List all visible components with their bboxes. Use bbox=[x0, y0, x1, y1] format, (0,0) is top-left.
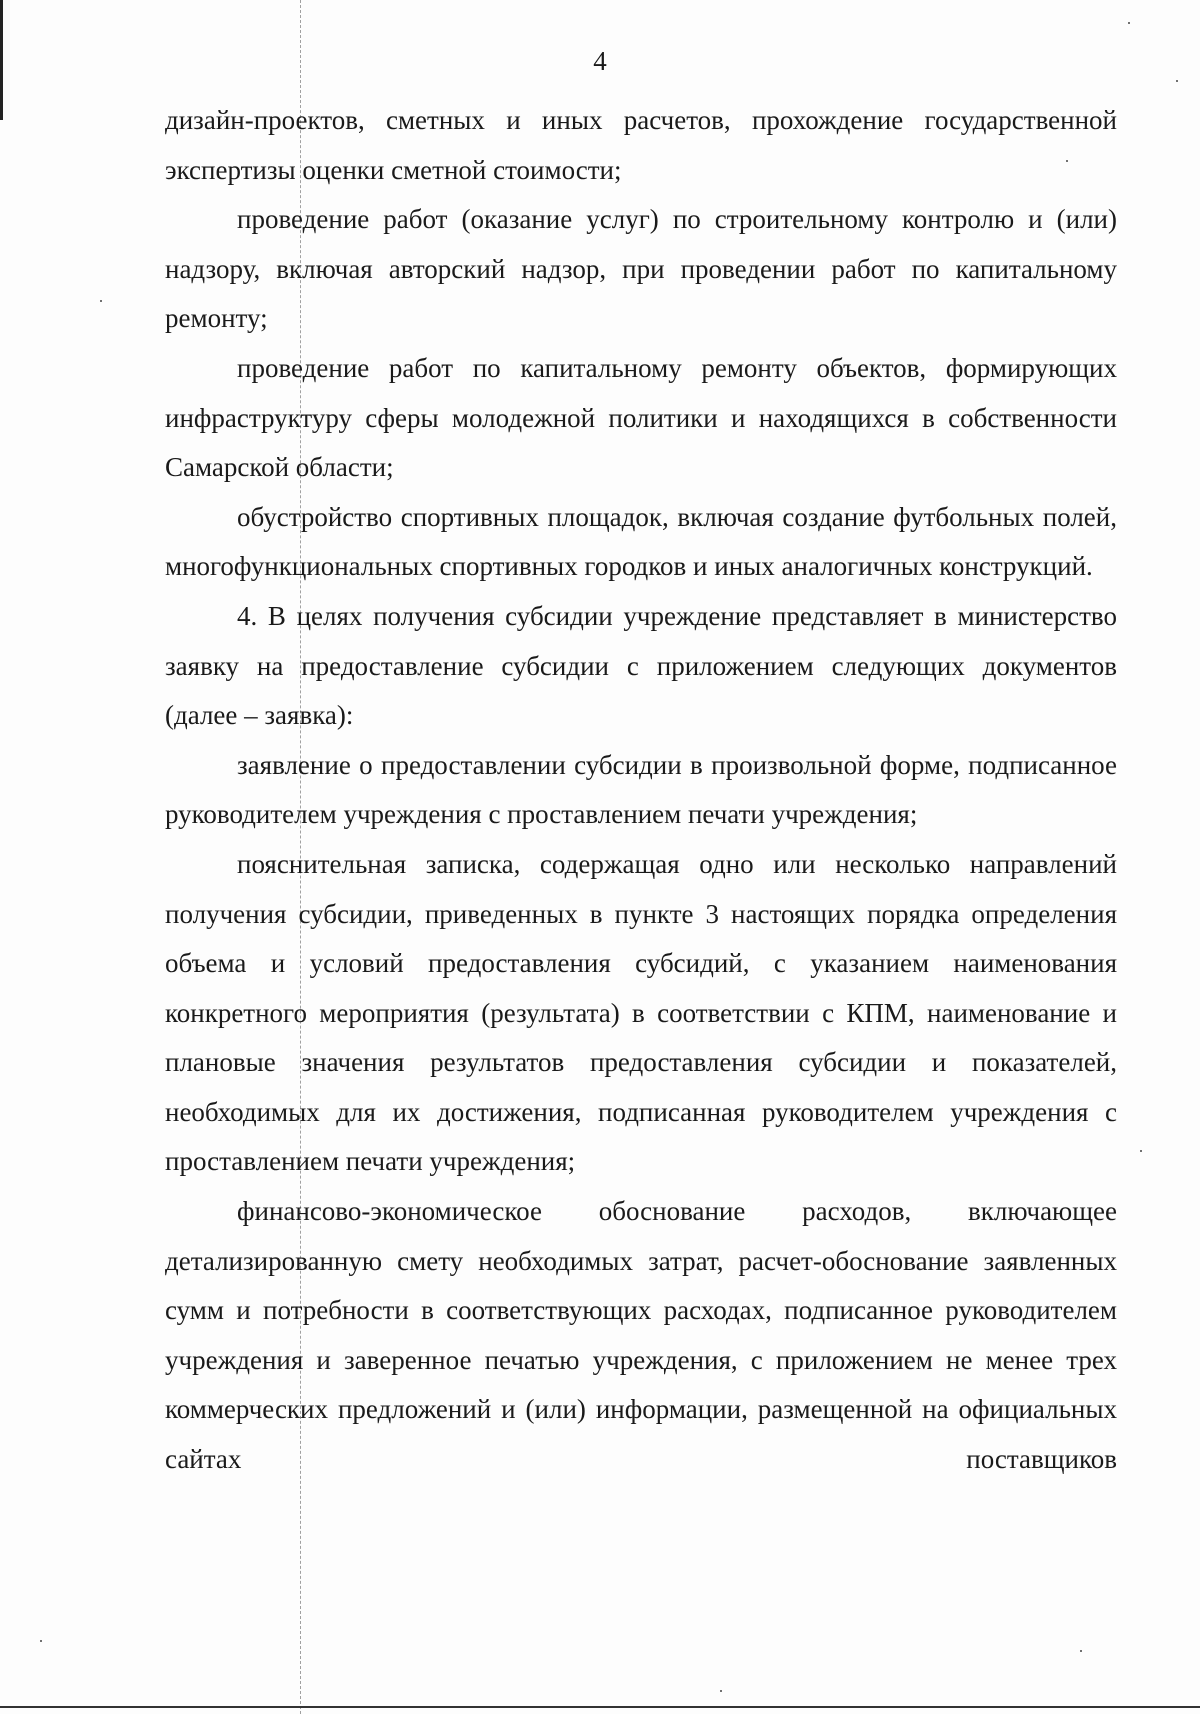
paragraph: финансово-экономическое обоснование расходов, включающее детализированную смету необходимых затрат, расчет-обоснование заявленных сумм и потребности в соответствующих расходах, подписанное руководителем учреждения и заверенное печатью учреждения, с приложением не менее трех коммерческих предложений и (или) информации, размещенной на официальных сайтах поставщиков bbox=[165, 1196, 1117, 1475]
paragraph: обустройство спортивных площадок, включая создание футбольных полей, многофункциональных спортивных городков и иных аналогичных конструкций. bbox=[165, 501, 1117, 582]
scan-speck bbox=[720, 1690, 722, 1692]
paragraph: заявление о предоставлении субсидии в произвольной форме, подписанное руководителем учреждения с проставлением печати учреждения; bbox=[165, 749, 1117, 830]
paragraph: проведение работ по капитальному ремонту объектов, формирующих инфраструктуру сферы молодежной политики и находящихся в собственности Самарской области; bbox=[165, 352, 1117, 483]
scan-speck bbox=[1140, 1150, 1142, 1152]
scan-bottom-edge bbox=[0, 1706, 1200, 1708]
paragraph: 4. В целях получения субсидии учреждение представляет в министерство заявку на предоставление субсидии с приложением следующих документов (далее – заявка): bbox=[165, 600, 1117, 731]
document-body bbox=[165, 96, 1117, 1485]
scan-speck bbox=[40, 1640, 42, 1642]
paragraph: пояснительная записка, содержащая одно или несколько направлений получения субсидии, приведенных в пункте 3 настоящих порядка определения объема и условий предоставления субсидий, с указанием наименования конкретного мероприятия (результата) в соответствии с КПМ, наименование и плановые значения результатов предоставления субсидии и показателей, необходимых для их достижения, подписанная руководителем учреждения с проставлением печати учреждения; bbox=[165, 848, 1117, 1177]
scan-speck bbox=[1176, 80, 1178, 82]
page-number: 4 bbox=[593, 46, 607, 76]
paragraph: проведение работ (оказание услуг) по строительному контролю и (или) надзору, включая авторский надзор, при проведении работ по капитальному ремонту; bbox=[165, 204, 1117, 334]
scan-speck bbox=[1080, 1650, 1082, 1652]
scan-speck bbox=[100, 300, 102, 302]
scan-speck bbox=[1128, 22, 1130, 24]
paragraph: дизайн-проектов, сметных и иных расчетов, прохождение государственной экспертизы оценки сметной стоимости; bbox=[165, 105, 1117, 185]
